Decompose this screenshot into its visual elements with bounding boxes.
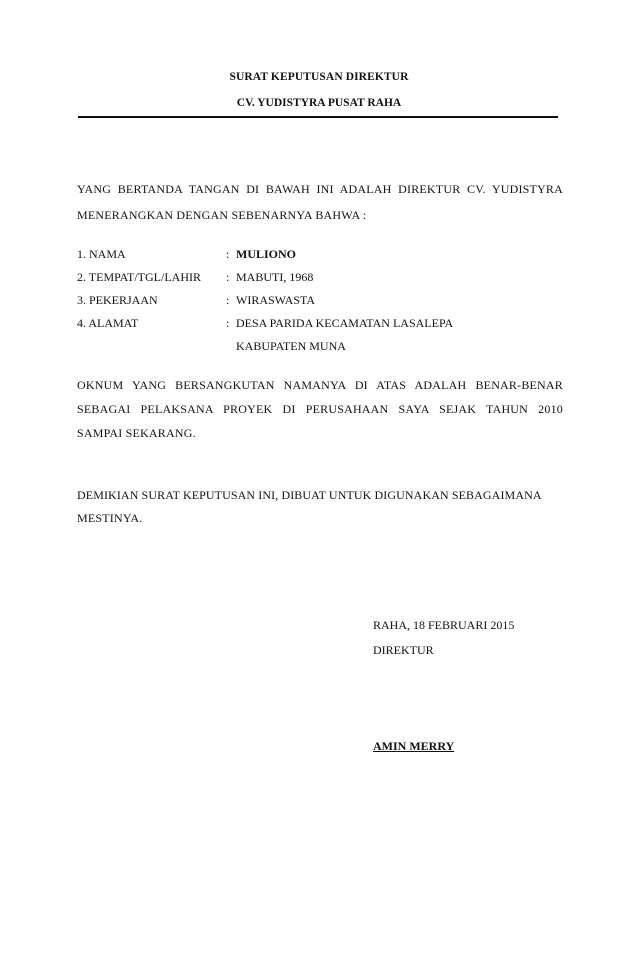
company-name: CV. YUDISTYRA PUSAT RAHA: [236, 97, 402, 109]
field-label: 3. PEKERJAAN: [77, 293, 158, 307]
intro-line-2: MENERANGKAN DENGAN SEBENARNYA BAHWA :: [77, 208, 367, 222]
signature-place-date: RAHA, 18 FEBRUARI 2015: [373, 618, 515, 632]
field-label: 2. TEMPAT/TGL/LAHIR: [77, 270, 202, 284]
field-colon: :: [226, 293, 230, 307]
statement-line-1: OKNUM YANG BERSANGKUTAN NAMANYA DI ATAS ADALAH BENAR-BENAR: [77, 378, 563, 392]
field-colon: :: [226, 270, 230, 284]
field-label: 1. NAMA: [77, 247, 126, 261]
signature-name: AMIN MERRY: [373, 739, 455, 753]
closing-line-1: DEMIKIAN SURAT KEPUTUSAN INI, DIBUAT UNTUK DIGUNAKAN SEBAGAIMANA: [77, 488, 542, 502]
statement-line-3: SAMPAI SEKARANG.: [77, 426, 196, 440]
field-colon: :: [226, 247, 230, 261]
document-title: SURAT KEPUTUSAN DIREKTUR: [229, 71, 409, 83]
closing-line-2: MESTINYA.: [77, 511, 143, 525]
field-value-birth: MABUTI, 1968: [236, 270, 314, 284]
intro-line-1: YANG BERTANDA TANGAN DI BAWAH INI ADALAH DIREKTUR CV. YUDISTYRA: [77, 182, 563, 196]
field-value-address-line2: KABUPATEN MUNA: [236, 339, 346, 353]
field-colon: :: [226, 316, 230, 330]
statement-line-2: SEBAGAI PELAKSANA PROYEK DI PERUSAHAAN SAYA SEJAK TAHUN 2010: [77, 402, 563, 416]
field-label: 4. ALAMAT: [77, 316, 139, 330]
field-value-address: DESA PARIDA KECAMATAN LASALEPA: [236, 316, 454, 330]
signature-position: DIREKTUR: [373, 643, 434, 657]
field-value-name: MULIONO: [236, 247, 296, 261]
field-value-occupation: WIRASWASTA: [236, 293, 316, 307]
header-divider: [78, 116, 558, 118]
